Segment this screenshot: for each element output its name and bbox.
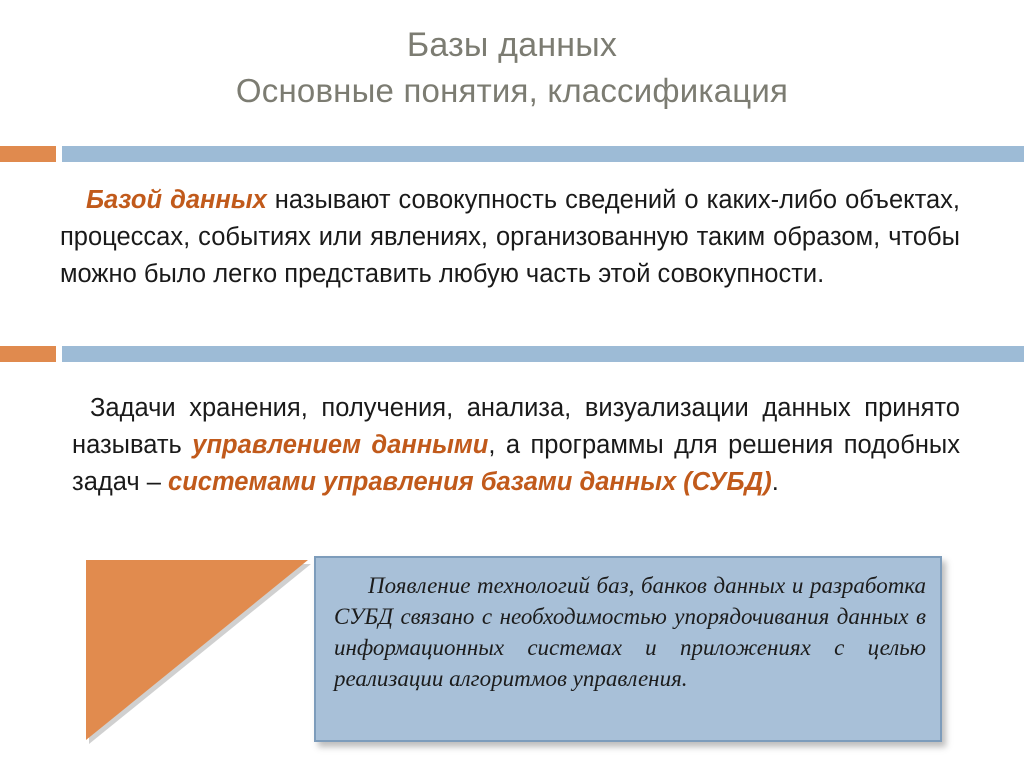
paragraph-definition — [60, 182, 960, 293]
definition-body: называют совокупность сведений о каких-либо объектах, процессах, событиях или явлениях, организованную таким образом, чтобы можно было легко представить любую часть этой совокупности. — [60, 186, 960, 288]
divider-bar-middle — [0, 346, 1024, 362]
tasks-accent-1: управлением данными — [192, 431, 489, 459]
callout-text: Появление технологий баз, банков данных и разработка СУБД связано с необходимостью упорядочивания данных в информационных системах и приложениях с целью реализации алгоритмов управления. — [334, 573, 926, 691]
tasks-accent-2: системами управления базами данных (СУБД) — [168, 468, 772, 496]
divider-orange-segment-2 — [0, 346, 56, 362]
title-line-2: Основные понятия, классификация — [235, 72, 789, 109]
divider-orange-segment — [0, 146, 56, 162]
tasks-text-part1: Задачи хранения, получения, анализа, визуализации данных принято называть — [72, 394, 960, 459]
tasks-text-part3: . — [771, 468, 779, 496]
callout — [86, 556, 966, 752]
tasks-text-part2: , а программы для решения подобных задач – — [72, 431, 961, 496]
definition-term: Базой данных — [86, 186, 267, 214]
divider-blue-segment — [62, 146, 1024, 162]
callout-box — [314, 556, 942, 742]
divider-blue-segment-2 — [62, 346, 1024, 362]
title-line-1: Базы данных — [406, 26, 618, 64]
divider-bar-top — [0, 146, 1024, 162]
paragraph-tasks — [72, 390, 960, 501]
triangle-arrow-shape — [86, 560, 308, 740]
page-title — [0, 22, 1024, 114]
